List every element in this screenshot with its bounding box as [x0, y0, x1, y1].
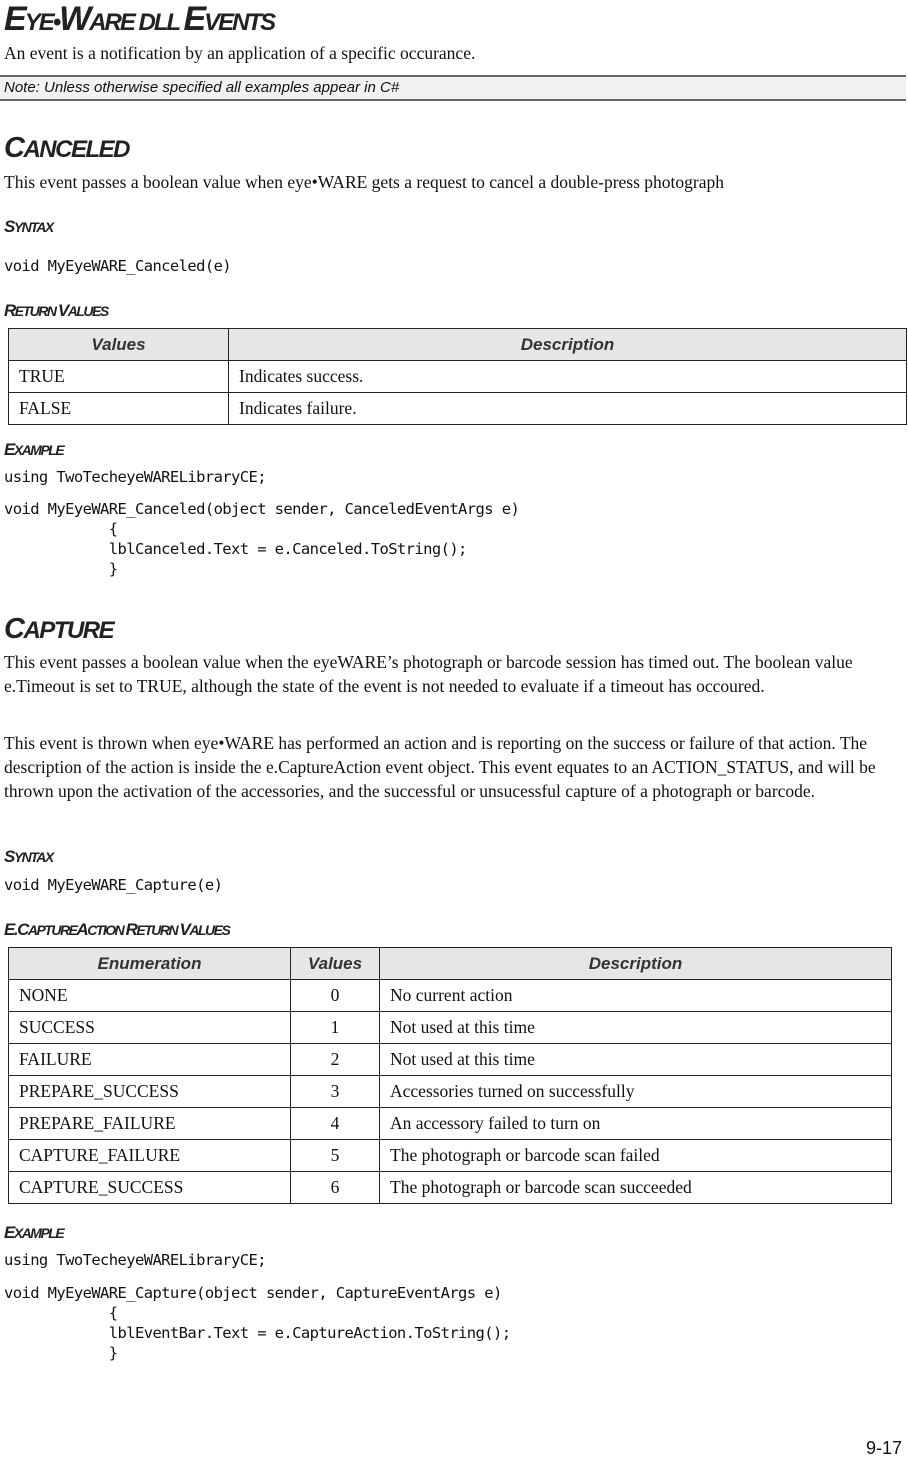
capture-example-code: void MyEyeWARE_Capture(object sender, CaptureEventArgs e) { lblEventBar.Text = e.CaptureAction.ToString(); }: [4, 1284, 511, 1362]
column-header-values: Values: [291, 948, 380, 980]
table-row: [9, 393, 907, 425]
table-cell: 3: [291, 1076, 380, 1108]
table-row: [9, 1108, 892, 1140]
table-cell: 4: [291, 1108, 380, 1140]
table-cell: 5: [291, 1140, 380, 1172]
table-row: [9, 361, 907, 393]
table-row: [9, 1012, 892, 1044]
table-row: [9, 1172, 892, 1204]
table-cell: CAPTURE_SUCCESS: [9, 1172, 291, 1204]
table-cell: Indicates failure.: [229, 393, 907, 425]
capture-description-1: This event passes a boolean value when the eyeWARE’s photograph or barcode session has timed out. The boolean value e.Timeout is set to TRUE, although the state of the event is not needed to evaluate if a timeout has occoured.: [4, 652, 853, 696]
note-bar: Note: Unless otherwise specified all examples appear in C#: [0, 75, 906, 101]
canceled-syntax-heading: SYNTAX: [4, 217, 53, 236]
column-header-values: Values: [9, 329, 229, 361]
table-cell: 2: [291, 1044, 380, 1076]
canceled-example-using: using TwoTecheyeWARELibraryCE;: [4, 468, 266, 486]
capture-example-using: using TwoTecheyeWARELibraryCE;: [4, 1251, 266, 1269]
column-header-enumeration: Enumeration: [9, 948, 291, 980]
column-header-description: Description: [380, 948, 892, 980]
canceled-syntax-code: void MyEyeWARE_Canceled(e): [4, 257, 232, 275]
table-cell: 1: [291, 1012, 380, 1044]
capture-syntax-code: void MyEyeWARE_Capture(e): [4, 876, 223, 894]
table-header-row: [9, 329, 907, 361]
table-row: [9, 1140, 892, 1172]
canceled-description: This event passes a boolean value when eye•WARE gets a request to cancel a double-press photograph: [4, 172, 724, 192]
capture-heading: CAPTURE: [4, 613, 114, 645]
table-cell: Indicates success.: [229, 361, 907, 393]
table-header-row: [9, 948, 892, 980]
table-cell: SUCCESS: [9, 1012, 291, 1044]
capture-description-2: This event is thrown when eye•WARE has performed an action and is reporting on the success or failure of that action. The description of the action is inside the e.CaptureAction event object. This event equates to an ACTION_STATUS, and will be thrown upon the activation of the accessories, and the successful or unsucessful capture of a photograph or barcode.: [4, 733, 876, 801]
canceled-return-values-table: [8, 328, 907, 425]
column-header-description: Description: [229, 329, 907, 361]
table-cell: The photograph or barcode scan failed: [380, 1140, 892, 1172]
table-row: [9, 980, 892, 1012]
table-cell: FALSE: [9, 393, 229, 425]
table-cell: FAILURE: [9, 1044, 291, 1076]
table-cell: 6: [291, 1172, 380, 1204]
canceled-return-values-heading: RETURN VALUES: [4, 301, 108, 320]
table-cell: 0: [291, 980, 380, 1012]
table-cell: PREPARE_FAILURE: [9, 1108, 291, 1140]
table-cell: PREPARE_SUCCESS: [9, 1076, 291, 1108]
page-title: EYE•WARE DLL EVENTS: [4, 0, 275, 38]
table-cell: An accessory failed to turn on: [380, 1108, 892, 1140]
table-cell: The photograph or barcode scan succeeded: [380, 1172, 892, 1204]
table-cell: Not used at this time: [380, 1044, 892, 1076]
table-cell: Not used at this time: [380, 1012, 892, 1044]
canceled-example-heading: EXAMPLE: [4, 440, 64, 459]
page-number: 9-17: [865, 1438, 902, 1458]
intro-text: An event is a notification by an application of a specific occurance.: [4, 43, 476, 63]
canceled-heading: CANCELED: [4, 132, 129, 164]
capture-action-values-table: [8, 947, 892, 1204]
table-cell: No current action: [380, 980, 892, 1012]
capture-syntax-heading: SYNTAX: [4, 847, 53, 866]
capture-return-values-heading: E.CAPTUREACTION RETURN VALUES: [4, 920, 230, 939]
table-cell: CAPTURE_FAILURE: [9, 1140, 291, 1172]
canceled-example-code: void MyEyeWARE_Canceled(object sender, CanceledEventArgs e) { lblCanceled.Text = e.Canceled.ToString(); }: [4, 500, 520, 578]
table-cell: Accessories turned on successfully: [380, 1076, 892, 1108]
table-cell: TRUE: [9, 361, 229, 393]
capture-example-heading: EXAMPLE: [4, 1223, 64, 1242]
table-cell: NONE: [9, 980, 291, 1012]
table-row: [9, 1076, 892, 1108]
table-row: [9, 1044, 892, 1076]
